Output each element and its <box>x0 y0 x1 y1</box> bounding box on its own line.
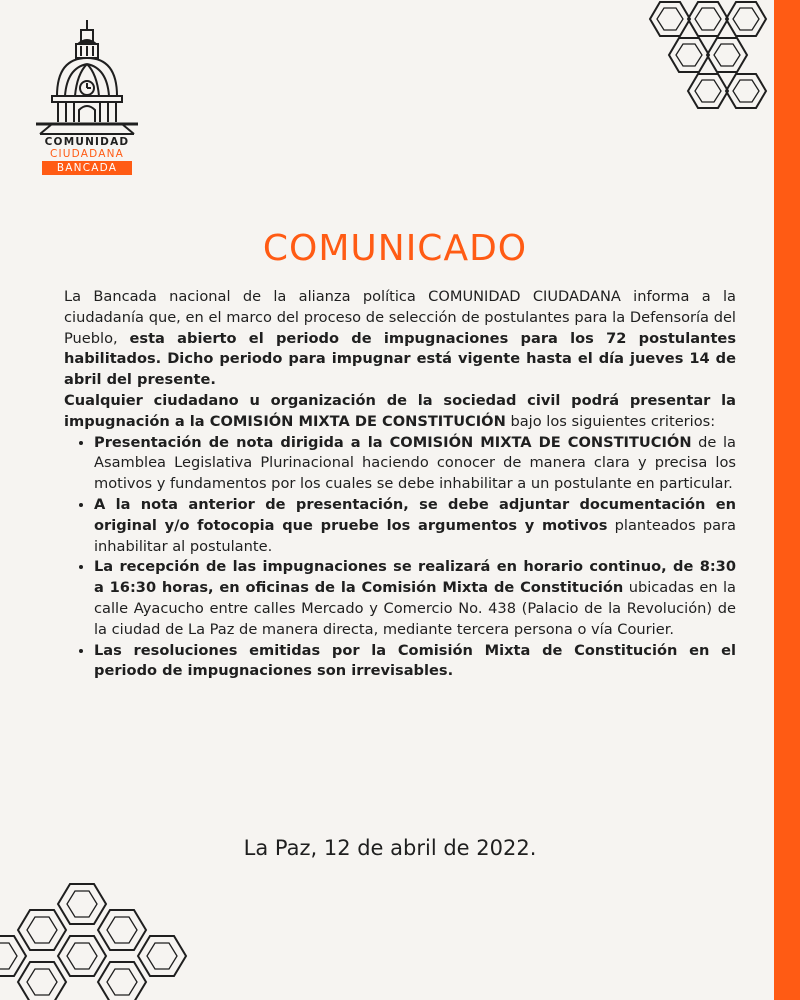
criteria-item-text: ubicadas en la calle Ayacucho entre calles Mercado y Comercio No. 438 (Palacio de la Revolución) de la ciudad de La Paz de manera directa, mediante tercera persona o vía Courier. <box>94 579 736 638</box>
criteria-list <box>64 433 736 683</box>
honeycomb-decoration-top-icon <box>640 0 780 120</box>
list-item <box>94 557 736 640</box>
intro-text: La Bancada nacional de la alianza política COMUNIDAD CIUDADANA informa a la ciudadanía que, en el marco del proceso de selección de postulantes para la Defensoría del Pueblo, <box>64 288 736 347</box>
criteria-item-bold: La recepción de las impugnaciones se realizará en horario continuo, de 8:30 a 16:30 horas, en oficinas de la Comisión Mixta de Constitución <box>94 558 736 597</box>
criteria-intro-paragraph <box>64 391 736 433</box>
logo <box>32 18 142 175</box>
capitol-dome-icon <box>32 18 142 136</box>
intro-paragraph <box>64 287 736 391</box>
list-item <box>94 433 736 495</box>
place-and-date: La Paz, 12 de abril de 2022. <box>243 836 537 860</box>
criteria-item-text: de la Asamblea Legislativa Plurinacional haciendo conocer de manera clara y precisa los motivos y fundamentos por los cuales se debe inhabilitar a un postulante en particular. <box>94 433 736 493</box>
communique-body <box>64 287 736 682</box>
list-item <box>94 641 736 683</box>
intro-text-bold: esta abierto el periodo de impugnaciones para los 72 postulantes habilitados. Dicho periodo para impugnar está vigente hasta el día jueves 14 de abril del presente. <box>64 329 737 389</box>
criteria-item-bold: Presentación de nota dirigida a la COMISIÓN MIXTA DE CONSTITUCIÓN <box>94 433 692 451</box>
criteria-intro-bold: Cualquier ciudadano u organización de la sociedad civil podrá presentar la impugnación a la COMISIÓN MIXTA DE CONSTITUCIÓN <box>64 391 736 430</box>
logo-text-bancada: BANCADA <box>42 161 132 175</box>
criteria-item-bold: Las resoluciones emitidas por la Comisión Mixta de Constitución en el periodo de impugnaciones son irrevisables. <box>94 641 736 680</box>
honeycomb-decoration-bottom-icon <box>0 880 200 1000</box>
page-title: COMUNICADO <box>262 228 528 269</box>
criteria-item-text: planteados para inhabilitar al postulante. <box>94 516 736 555</box>
criteria-intro-text: bajo los siguientes criterios: <box>505 412 716 430</box>
logo-text-comunidad: COMUNIDAD <box>44 136 130 148</box>
list-item <box>94 495 736 557</box>
criteria-item-bold: A la nota anterior de presentación, se debe adjuntar documentación en original y/o fotocopia que pruebe los argumentos y motivos <box>94 495 736 534</box>
logo-text-ciudadana: CIUDADANA <box>49 148 125 161</box>
